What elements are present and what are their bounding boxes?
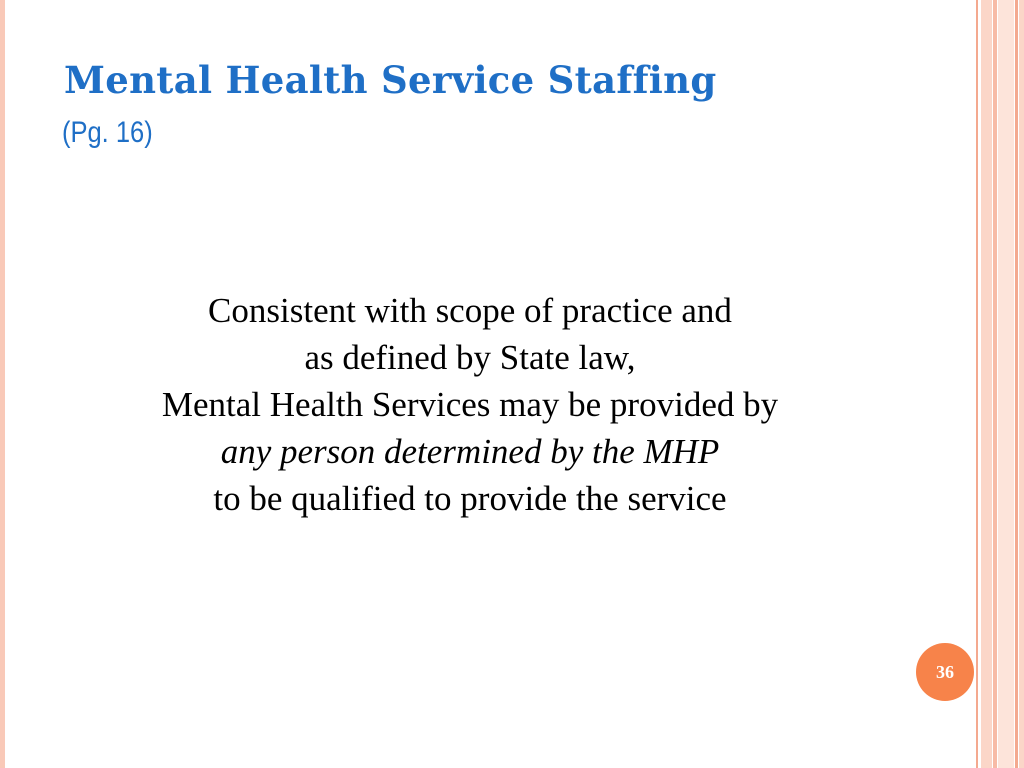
slide-subtitle: (Pg. 16) <box>62 116 153 149</box>
right-border-stripe <box>981 0 992 768</box>
slide-title: Mental Health Service Staffing <box>64 58 717 102</box>
body-line: to be qualified to provide the service <box>213 479 727 518</box>
right-border-stripe <box>998 0 1014 768</box>
right-border-stripe <box>976 0 978 768</box>
left-border-stripe <box>0 0 5 768</box>
right-border-stripe <box>993 0 997 768</box>
body-line-emphasis: any person determined by the MHP <box>220 432 720 471</box>
page-number: 36 <box>936 661 954 682</box>
right-border-stripe <box>1015 0 1018 768</box>
body-line: Mental Health Services may be provided by <box>161 385 779 424</box>
body-line: Consistent with scope of practice and <box>208 291 732 330</box>
page-number-badge <box>916 643 974 701</box>
right-border-stripe <box>1019 0 1024 768</box>
slide-body-text <box>40 287 900 522</box>
body-line: as defined by State law, <box>304 338 636 377</box>
